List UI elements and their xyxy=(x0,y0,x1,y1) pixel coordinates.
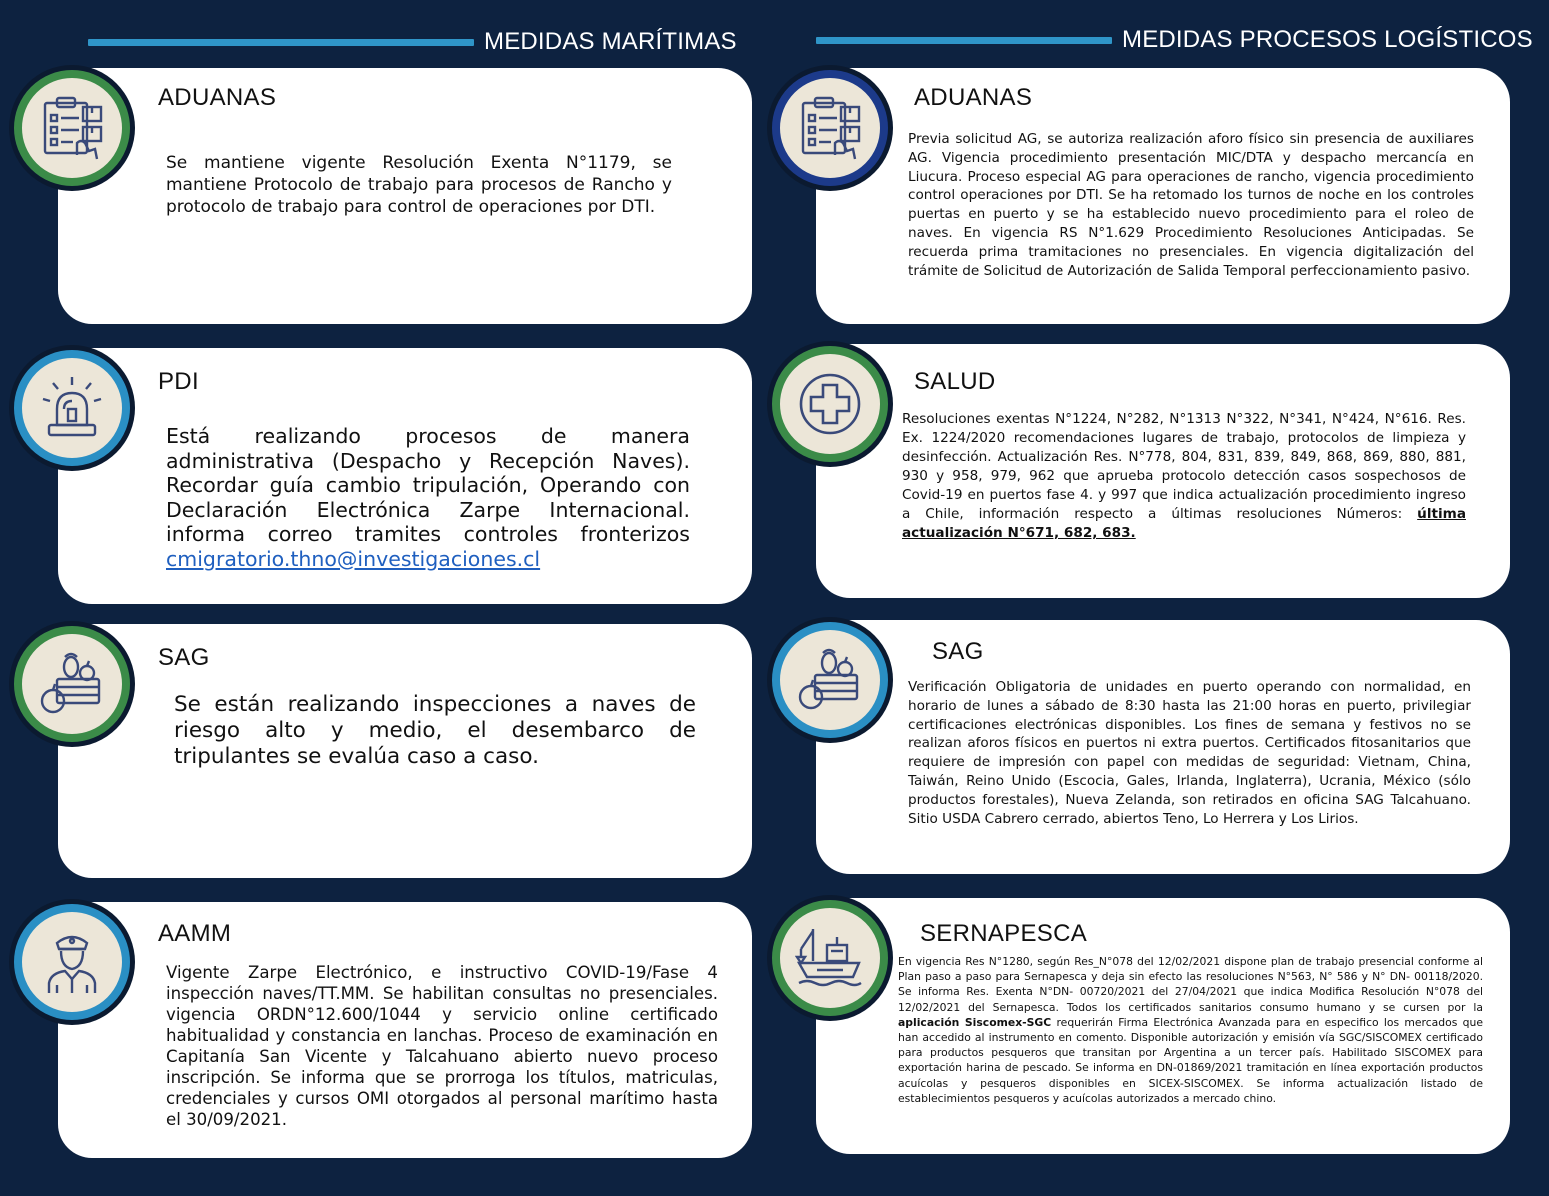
badge-pdi xyxy=(14,350,130,466)
produce-basket-icon xyxy=(37,649,107,719)
produce-basket-icon xyxy=(795,645,865,715)
card-title: SERNAPESCA xyxy=(920,920,1088,947)
badge-sag-maritimas xyxy=(14,626,130,742)
card-sag-logisticos xyxy=(816,620,1510,874)
badge-aamm xyxy=(14,904,130,1020)
customs-checklist-icon xyxy=(795,93,865,163)
card-sag-maritimas xyxy=(58,624,752,878)
card-aduanas-logisticos xyxy=(816,68,1510,324)
right-section-title: MEDIDAS PROCESOS LOGÍSTICOS xyxy=(1122,26,1533,53)
card-body: Se están realizando inspecciones a naves de riesgo alto y medio, el desembarco de tripulantes se evalúa caso a caso. xyxy=(174,692,696,769)
badge-sernapesca xyxy=(772,900,888,1016)
badge-aduanas-maritimas xyxy=(14,70,130,186)
naval-officer-icon xyxy=(37,927,107,997)
card-body xyxy=(902,410,1466,543)
card-pdi xyxy=(58,348,752,604)
header-bar xyxy=(816,37,1112,44)
card-body xyxy=(898,954,1483,1106)
card-title: AAMM xyxy=(158,920,232,947)
card-body-text: En vigencia Res N°1280, según Res_N°078 del 12/02/2021 dispone plan de trabajo presencial conforme al Plan paso a paso para Sernapesca y deja sin efecto las resoluciones N°563, N° 586 y N° DN- 00118/2020. Se informa Res. Exenta N°DN- 00720/2021 del 27/04/2021 que indica Modifica Resolución N°078 del 12/02/2021 del Sernapesca. Todos los certificados sanitarios consumo humano y se cursen por la xyxy=(898,955,1483,1014)
siren-icon xyxy=(37,373,107,443)
card-aamm xyxy=(58,902,752,1158)
badge-aduanas-logisticos xyxy=(772,70,888,186)
card-title: PDI xyxy=(158,368,199,395)
customs-checklist-icon xyxy=(37,93,107,163)
card-body: Se mantiene vigente Resolución Exenta N°1179, se mantiene Protocolo de trabajo para procesos de Rancho y protocolo de trabajo para control de operaciones por DTI. xyxy=(166,153,672,217)
badge-sag-logisticos xyxy=(772,622,888,738)
card-salud xyxy=(816,344,1510,598)
badge-salud xyxy=(772,346,888,462)
card-title: ADUANAS xyxy=(158,84,277,111)
right-section-header xyxy=(816,26,1533,54)
card-title: ADUANAS xyxy=(914,84,1033,111)
email-link[interactable]: cmigratorio.thno@investigaciones.cl xyxy=(166,546,541,571)
fishing-ship-icon xyxy=(795,923,865,993)
card-body: Vigente Zarpe Electrónico, e instructivo COVID-19/Fase 4 inspección naves/TT.MM. Se habilitan consultas no presenciales. vigencia ORDN°12.600/1044 y servicio online certificado habitualidad y constancia en lanchas. Proceso de examinación en Capitanía San Vicente y Talcahuano abierto nuevo proceso inscripción. Se informa que se prorroga los títulos, matriculas, credenciales y cursos OMI otorgados al personal marítimo hasta el 30/09/2021. xyxy=(166,963,718,1129)
card-title: SAG xyxy=(932,638,984,665)
card-body xyxy=(166,424,690,571)
card-body-text-2: requerirán Firma Electrónica Avanzada para en especifico los mercados que han accedido al instrumento en comento. Disponible autorización y emisión vía SGC/SISCOMEX certificado para productos pesqueros que transitan por Argentina a un tercer país. Habilitado SISCOMEX para exportación harina de pescado. Se informa en DN-01869/2021 tramitación en línea exportación productos acuícolas y pesqueros disponibles en SICEX-SISCOMEX. Se informa actualización listado de establecimientos pesqueros y acuícolas autorizados a mercado chino. xyxy=(898,1015,1483,1105)
medical-cross-icon xyxy=(795,369,865,439)
card-body-text: Resoluciones exentas N°1224, N°282, N°1313 N°322, N°341, N°424, N°616. Res. Ex. 1224/2020 recomendaciones lugares de trabajo, protocolos de limpieza y desinfección. Actualización Res. N°778, 804, 831, 839, 849, 868, 869, 880, 881, 930 y 958, 979, 962 que aprueba protocolo detección casos sospechosos de Covid-19 en puertos fase 4. y 997 que indica actualización procedimiento ingreso a Chile, información respecto a últimas resoluciones Números: xyxy=(902,411,1466,522)
card-aduanas-maritimas xyxy=(58,68,752,324)
card-sernapesca xyxy=(816,898,1510,1154)
header-bar xyxy=(88,39,474,46)
card-title: SALUD xyxy=(914,368,996,395)
card-body-bold: aplicación Siscomex-SGC xyxy=(898,1015,1052,1029)
card-body-text: Está realizando procesos de manera administrativa (Despacho y Recepción Naves). Recordar guía cambio tripulación, Operando con Declaración Electrónica Zarpe Internacional. informa correo tramites controles fronterizos xyxy=(166,424,690,546)
card-body: Verificación Obligatoria de unidades en puerto operando con normalidad, en horario de lunes a sábado de 8:30 hasta las 21:00 horas en puerto, privilegiar certificaciones electrónicas disponibles. Los fines de semana y festivos no se realizan aforos físicos en puertos ni extra puertos. Certificados fitosanitarios que requiere de impresión con papel con medidas de seguridad: Vietnam, China, Taiwán, Reino Unido (Escocia, Gales, Irlanda, Inglaterra), Ucrania, México (sólo productos forestales), Nueva Zelanda, son retirados en oficina SAG Talcahuano. Sitio USDA Cabrero cerrado, abiertos Teno, Lo Herrera y Los Lirios. xyxy=(908,679,1471,827)
card-body-bold: última actualización N°671, 682, 683. xyxy=(902,506,1466,541)
card-title: SAG xyxy=(158,644,210,671)
left-section-title: MEDIDAS MARÍTIMAS xyxy=(484,28,737,55)
card-body: Previa solicitud AG, se autoriza realización aforo físico sin presencia de auxiliares AG. Vigencia procedimiento presentación MIC/DTA y despacho mercancía en Liucura. Proceso especial AG para operaciones de rancho, vigencia procedimiento control operaciones por DTI. Se ha retomado los turnos de noche en los controles puertas en puerto y se ha establecido nuevo procedimiento para el roleo de naves. En vigencia RS N°1.629 Procedimiento Resoluciones Anticipadas. Se recuerda prima tramitaciones no presenciales. En vigencia digitalización del trámite de Solicitud de Autorización de Salida Temporal perfeccionamiento pasivo. xyxy=(908,131,1474,279)
left-section-header xyxy=(88,28,737,56)
